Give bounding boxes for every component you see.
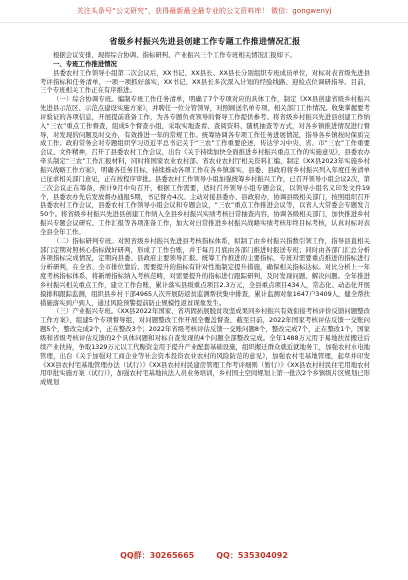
qq-group-text: QQ群：30265665	[120, 550, 195, 560]
section-heading: 一、专班工作推进情况	[53, 59, 117, 68]
promo-banner-text: 关注头条号“公文研究”，获得最新最全最专业的公文资料库！ 微信：gongwenyj	[76, 7, 332, 15]
paragraph-coordination: （一）综合协调专班。编制专班工作任务清单，明确了7个专项对应的具体工作，制定《XX县创建省级乡村振兴先进县示范区、示范点建设实施方案》，并聘任一位分管领导，对照顾送名单专项、相关部门工作情况。收集掌握要考评验证的各项信息，开展提前准备工作，为各专题负责领导的督导工作提供参考。将省级乡村振兴先进县创建工作纳入“三农”重点工作督查，组成5个督查小组，采取实地查看、查阅资料、随机抽查等方式，对各乡镇推进情况进行督导，对发现的问题及时交办，有效推进一年的常规工作。统筹协调各专项工作任务进展情况，指导各乡镇按时保质完成工作；政府常务会对专题组织学习迈近平总书记关于“三农”工作重要论述，传达学习中央、省、市“三农”工作重要会议、文件精神，召开了县委农村工作会议，出台《关于持续加快全面推进乡村振兴重点工作的实施意见》，县委农办牵头制定“三农”工作汇报材料，同时将国家农业农村部、省农业农村厅相关资料汇编，制定《XX县2023年实施乡村振兴战略工作方案》，明确各任务目标，持续推动各项工作在各乡镇落实，县委、县政府将乡村振兴列入年度任务清单已征求相关部门意见，正在按程序审批。县委农村工作领导小组加强统筹乡村振兴工作，已召开领导小组会议2次，第三次会议正在筹备，预计9月中旬召开，根据工作需要，适时召开领导小组专题会议，以领导小组名义印发文件19个，县委农办先后发放督办通报5期，书记督办4次。主动对接县委办、县政府办，协调县级相关部门，按照组织召开县委农村工作会议，县委农村工作领导小组会议和专题会议，“三农”重点工作推进会议等，以省人大常委会专题发言50个。将省级乡村振兴先进县创建工作纳入全县乡村振兴实绩考核日常抽查内容，协调各级相关部门，加快推进乡村振兴专题会议研究、工作汇报等各项准备工作，加大对日常推进乡村振兴战略实绩考核年终目标考核，认真对标对表全县全年工作。	[40, 95, 370, 236]
paragraph-indicators: （二）指标研判专班。对照省级乡村振兴先进县考核指标体系，拟制了由乡村振兴指数引领工作，指导县直相关部门定期对照核心指标做好研判，形成了工作台账，并于每月月底由各部门推进时报送专班；同时由各部门汇总分析各项指标完成情况，定期向县委、县政府主要领导汇报。统筹工作推进的主要指标，专班对需要重点推进的指标进行分析研判，在全省、全市排位靠后、需要提升的指标有针对性地制定提升措施，确保相关指标达标。对比分析上一年度考核指标体系，将新增指标纳入考核范畴，对需要提升的指标进行跟踪研判，及时发现问题、解决问题。全年推进乡村振兴相关重点工作，建立工作台账，累计落实县级重点项目2.3万元，全县重点项目434人，常态化、动态化开展摸排和跟踪监测，组织县乡村干部4965人次开展防返贫监测帮扶集中排查，累计监测对象1647户3409人，健全帮扶措施落实到户到人，通过风险预警提前防止规模性返贫现象发生。	[40, 236, 370, 307]
document-title: 省级乡村振兴先进县创建工作专题工作推进情况汇报	[109, 37, 301, 46]
paragraph-overview: 县委农村工作领导小组第二次会议后，XX书记、XX县长、XX县长分别组织专班成员单位，对标对表省级先进县考评指标和任务清单，一项一项抓好落实，XX书记、XX县长多次深入计划的经验线路、迎检点位调研指导。目前，三个专班相关工作正在有序推进。	[40, 68, 370, 95]
paragraph-industry: （三）产业振兴专班。《XX县2022年国家、省巩固拓展脱贫攻坚成果同乡村振兴有效衔接考核评价反馈问题整改工作方案》，组建5个专项督导组，对问题整改工作开展全覆盖督查，截至目前，2022年国家考核评估反馈一交账问题5个，整改完成2个，正在整改3个；2022年省级考核评估反馈一交账问题8个，整改完成7个，正在整改1个，国家级和省级考核评估反馈的2个具体问题和对标自查发现的4个问题全部整改完成。全年1488万元用于易地扶贫搬迁后续产业扶持，争取1329万元以工代赈资金用于提升产业配套基础设施，组织搬迁群众就近就地务工，加强农村水电地管理，出台《关于加强对工商企业等社会资本投资农业农村的风险防范的意见》，加强农村宅基地管理，起草并印发《XX县农村宅基地管理办法（试行）》《XX县农村村民建房管理工作考评细则（暂行）》《XX县农村村民住宅用地农村用审批实施方案（试行）》，加强农村宅基地执法人员业务培训，乡村国土空间规划上第一批次2个乡镇级片区规划已形成规划	[40, 307, 370, 387]
promo-banner	[0, 0, 408, 23]
document-page	[40, 36, 370, 544]
contact-footer	[0, 546, 408, 564]
paragraph-intro: 根据会议安排，现将综合协调、指标研判、产业振兴三个工作专班相关情况汇报如下。	[53, 51, 296, 59]
qq-text: QQ：535304092	[216, 550, 288, 560]
